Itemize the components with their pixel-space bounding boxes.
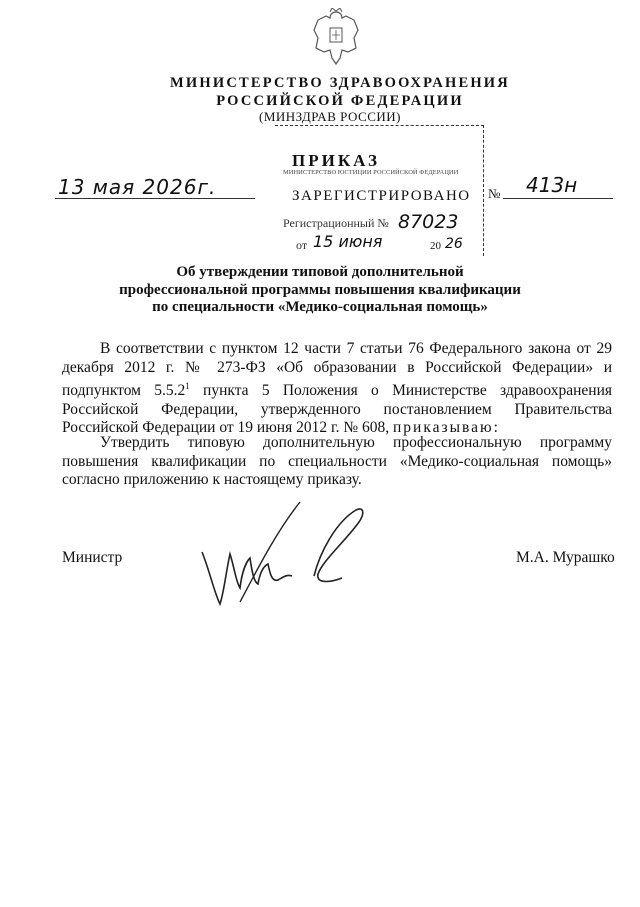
p1-text-part2: пункта 5 Положения о Министерстве здравоохранения Российской Федерации, утвержденного постановлением Правительства Российской Федерации от 19 июня 2012 г. № 608, xyxy=(62,382,613,437)
order-date: 13 мая 2026г. xyxy=(58,175,217,199)
body-paragraph-2: Утвердить типовую дополнительную профессиональную программу повышения квалификации по специальности «Медико-социальная помощь» согласно приложению к настоящему приказу. xyxy=(62,434,612,488)
stamp-issuer: МИНИСТЕРСТВО ЮСТИЦИИ РОССИЙСКОЙ ФЕДЕРАЦИИ xyxy=(283,169,459,176)
stamp-reg-year-written: 26 xyxy=(445,236,463,252)
handwritten-signature xyxy=(196,492,396,610)
p1-text-part1: В соответствии с пунктом 12 части 7 статьи 76 Федерального закона от 29 декабря 2012 г. № 273-ФЗ «Об образовании в Российской Федерации» и подпунктом 5.5.2 xyxy=(62,340,612,400)
order-title-line3: по специальности «Медико-социальная помощь» xyxy=(152,299,488,315)
signer-title: Министр xyxy=(62,549,123,566)
document-type-title: ПРИКАЗ xyxy=(292,151,380,170)
stamp-reg-number: 87023 xyxy=(398,211,459,233)
p1-superscript: 1 xyxy=(185,381,190,391)
ministry-name-line1: МИНИСТЕРСТВО ЗДРАВООХРАНЕНИЯ xyxy=(170,75,510,91)
ministry-short-name: (МИНЗДРАВ РОССИИ) xyxy=(258,109,401,124)
stamp-reg-date: 15 июня xyxy=(313,232,383,251)
ministry-name-line2: РОССИЙСКОЙ ФЕДЕРАЦИИ xyxy=(216,93,464,109)
body-paragraph-1 xyxy=(62,340,612,438)
p1-text-end: : xyxy=(493,419,498,437)
order-title-line2: профессиональной программы повышения квалификации xyxy=(119,281,521,298)
p1-spaced-word: приказываю xyxy=(392,419,494,437)
order-title xyxy=(0,264,640,317)
stamp-registered-label: ЗАРЕГИСТРИРОВАНО xyxy=(292,188,471,204)
order-number-underline xyxy=(503,198,613,199)
coat-of-arms-emblem xyxy=(308,8,364,68)
order-number-sign: № xyxy=(488,186,501,201)
order-title-line1: Об утверждении типовой дополнительной xyxy=(176,264,464,280)
order-number: 413н xyxy=(526,173,578,197)
signer-name: М.А. Мурашко xyxy=(516,549,615,566)
order-date-underline xyxy=(55,198,255,199)
stamp-reg-date-label: от xyxy=(296,238,308,252)
stamp-reg-number-label: Регистрационный № xyxy=(283,216,389,230)
stamp-reg-year-printed: 20 xyxy=(430,240,441,252)
